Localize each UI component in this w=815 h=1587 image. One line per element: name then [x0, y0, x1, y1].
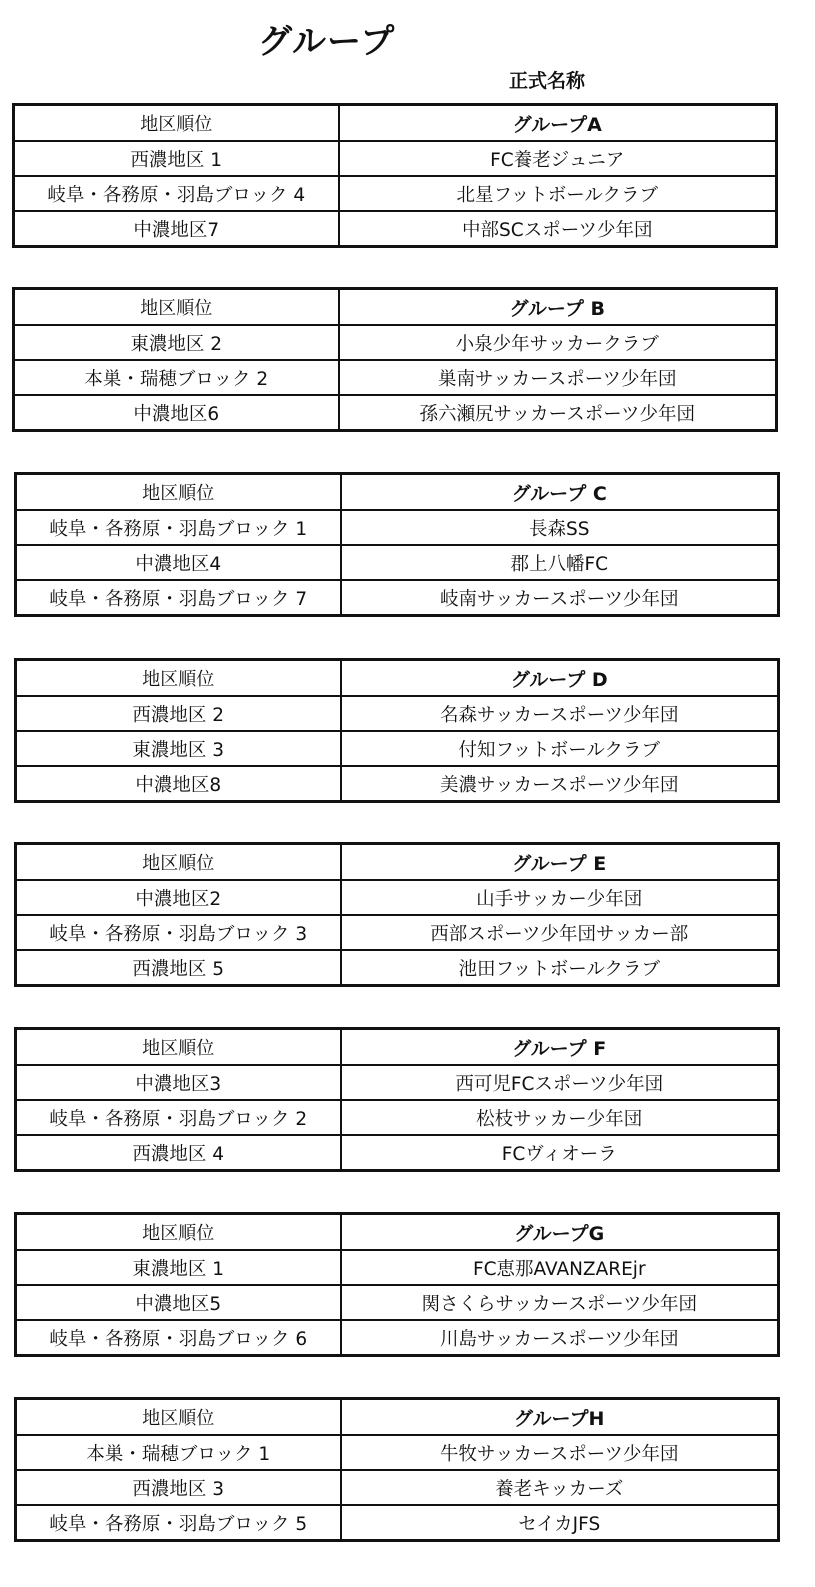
region-rank-cell: 岐阜・各務原・羽島ブロック 4: [14, 176, 339, 211]
region-rank-cell: 岐阜・各務原・羽島ブロック 6: [16, 1320, 341, 1356]
table-row: [16, 1065, 779, 1100]
table-row: [14, 360, 777, 395]
team-name-cell: 長森SS: [341, 510, 779, 545]
team-name-cell: 北星フットボールクラブ: [339, 176, 777, 211]
group-name-header: グループH: [341, 1399, 779, 1436]
table-row: [16, 1505, 779, 1541]
region-rank-header: 地区順位: [14, 105, 339, 142]
region-rank-cell: 岐阜・各務原・羽島ブロック 7: [16, 580, 341, 616]
table-header-row: [14, 289, 777, 326]
group-table: [14, 1397, 780, 1542]
region-rank-header: 地区順位: [16, 474, 341, 511]
region-rank-cell: 中濃地区6: [14, 395, 339, 431]
group-name-header: グループG: [341, 1214, 779, 1251]
table-header-row: [16, 844, 779, 881]
table-header-row: [16, 1029, 779, 1066]
table-header-row: [16, 660, 779, 697]
region-rank-cell: 岐阜・各務原・羽島ブロック 2: [16, 1100, 341, 1135]
team-name-cell: 山手サッカー少年団: [341, 880, 779, 915]
region-rank-cell: 中濃地区2: [16, 880, 341, 915]
region-rank-header: 地区順位: [14, 289, 339, 326]
team-name-cell: 川島サッカースポーツ少年団: [341, 1320, 779, 1356]
team-name-cell: 養老キッカーズ: [341, 1470, 779, 1505]
team-name-cell: 西可児FCスポーツ少年団: [341, 1065, 779, 1100]
region-rank-header: 地区順位: [16, 844, 341, 881]
table-row: [16, 1435, 779, 1470]
region-rank-cell: 西濃地区 3: [16, 1470, 341, 1505]
table-row: [16, 1135, 779, 1171]
team-name-cell: 関さくらサッカースポーツ少年団: [341, 1285, 779, 1320]
region-rank-cell: 中濃地区7: [14, 211, 339, 247]
team-name-cell: 付知フットボールクラブ: [341, 731, 779, 766]
team-name-cell: 牛牧サッカースポーツ少年団: [341, 1435, 779, 1470]
table-header-row: [16, 1399, 779, 1436]
table-row: [16, 1250, 779, 1285]
group-name-header: グループ C: [341, 474, 779, 511]
team-name-cell: 岐南サッカースポーツ少年団: [341, 580, 779, 616]
region-rank-header: 地区順位: [16, 1214, 341, 1251]
region-rank-cell: 西濃地区 1: [14, 141, 339, 176]
table-row: [14, 176, 777, 211]
group-table: [14, 1027, 780, 1172]
group-name-header: グループ E: [341, 844, 779, 881]
table-header-row: [14, 105, 777, 142]
table-row: [16, 545, 779, 580]
region-rank-cell: 岐阜・各務原・羽島ブロック 1: [16, 510, 341, 545]
group-name-header: グループ B: [339, 289, 777, 326]
region-rank-cell: 中濃地区4: [16, 545, 341, 580]
region-rank-cell: 西濃地区 4: [16, 1135, 341, 1171]
region-rank-cell: 西濃地区 2: [16, 696, 341, 731]
region-rank-cell: 中濃地区5: [16, 1285, 341, 1320]
table-row: [16, 915, 779, 950]
team-name-cell: 池田フットボールクラブ: [341, 950, 779, 986]
table-row: [16, 731, 779, 766]
region-rank-header: 地区順位: [16, 1399, 341, 1436]
region-rank-cell: 本巣・瑞穂ブロック 2: [14, 360, 339, 395]
region-rank-cell: 西濃地区 5: [16, 950, 341, 986]
group-table: [14, 472, 780, 617]
team-name-cell: FCヴィオーラ: [341, 1135, 779, 1171]
group-name-header: グループ D: [341, 660, 779, 697]
team-name-cell: セイカJFS: [341, 1505, 779, 1541]
region-rank-header: 地区順位: [16, 1029, 341, 1066]
group-table: [12, 103, 778, 248]
team-name-cell: 美濃サッカースポーツ少年団: [341, 766, 779, 802]
group-name-header: グループA: [339, 105, 777, 142]
region-rank-cell: 東濃地区 3: [16, 731, 341, 766]
team-name-cell: FC恵那AVANZAREjr: [341, 1250, 779, 1285]
region-rank-cell: 本巣・瑞穂ブロック 1: [16, 1435, 341, 1470]
table-row: [16, 510, 779, 545]
region-rank-cell: 岐阜・各務原・羽島ブロック 5: [16, 1505, 341, 1541]
region-rank-cell: 中濃地区3: [16, 1065, 341, 1100]
table-row: [14, 141, 777, 176]
table-row: [16, 696, 779, 731]
region-rank-header: 地区順位: [16, 660, 341, 697]
region-rank-cell: 東濃地区 1: [16, 1250, 341, 1285]
table-row: [16, 880, 779, 915]
team-name-cell: 西部スポーツ少年団サッカー部: [341, 915, 779, 950]
table-header-row: [16, 1214, 779, 1251]
region-rank-cell: 岐阜・各務原・羽島ブロック 3: [16, 915, 341, 950]
table-row: [16, 950, 779, 986]
region-rank-cell: 東濃地区 2: [14, 325, 339, 360]
group-table: [14, 842, 780, 987]
table-row: [14, 325, 777, 360]
team-name-cell: 郡上八幡FC: [341, 545, 779, 580]
group-table: [12, 287, 778, 432]
group-table: [14, 1212, 780, 1357]
official-name-label: 正式名称: [509, 70, 586, 92]
region-rank-cell: 中濃地区8: [16, 766, 341, 802]
table-row: [16, 766, 779, 802]
group-name-header: グループ F: [341, 1029, 779, 1066]
team-name-cell: 小泉少年サッカークラブ: [339, 325, 777, 360]
table-row: [16, 580, 779, 616]
team-name-cell: 中部SCスポーツ少年団: [339, 211, 777, 247]
table-row: [14, 211, 777, 247]
team-name-cell: 巣南サッカースポーツ少年団: [339, 360, 777, 395]
table-row: [14, 395, 777, 431]
table-row: [16, 1100, 779, 1135]
table-row: [16, 1320, 779, 1356]
table-row: [16, 1285, 779, 1320]
group-table: [14, 658, 780, 803]
table-row: [16, 1470, 779, 1505]
page-title: グループ: [258, 22, 396, 62]
team-name-cell: FC養老ジュニア: [339, 141, 777, 176]
team-name-cell: 孫六瀬尻サッカースポーツ少年団: [339, 395, 777, 431]
team-name-cell: 松枝サッカー少年団: [341, 1100, 779, 1135]
team-name-cell: 名森サッカースポーツ少年団: [341, 696, 779, 731]
table-header-row: [16, 474, 779, 511]
